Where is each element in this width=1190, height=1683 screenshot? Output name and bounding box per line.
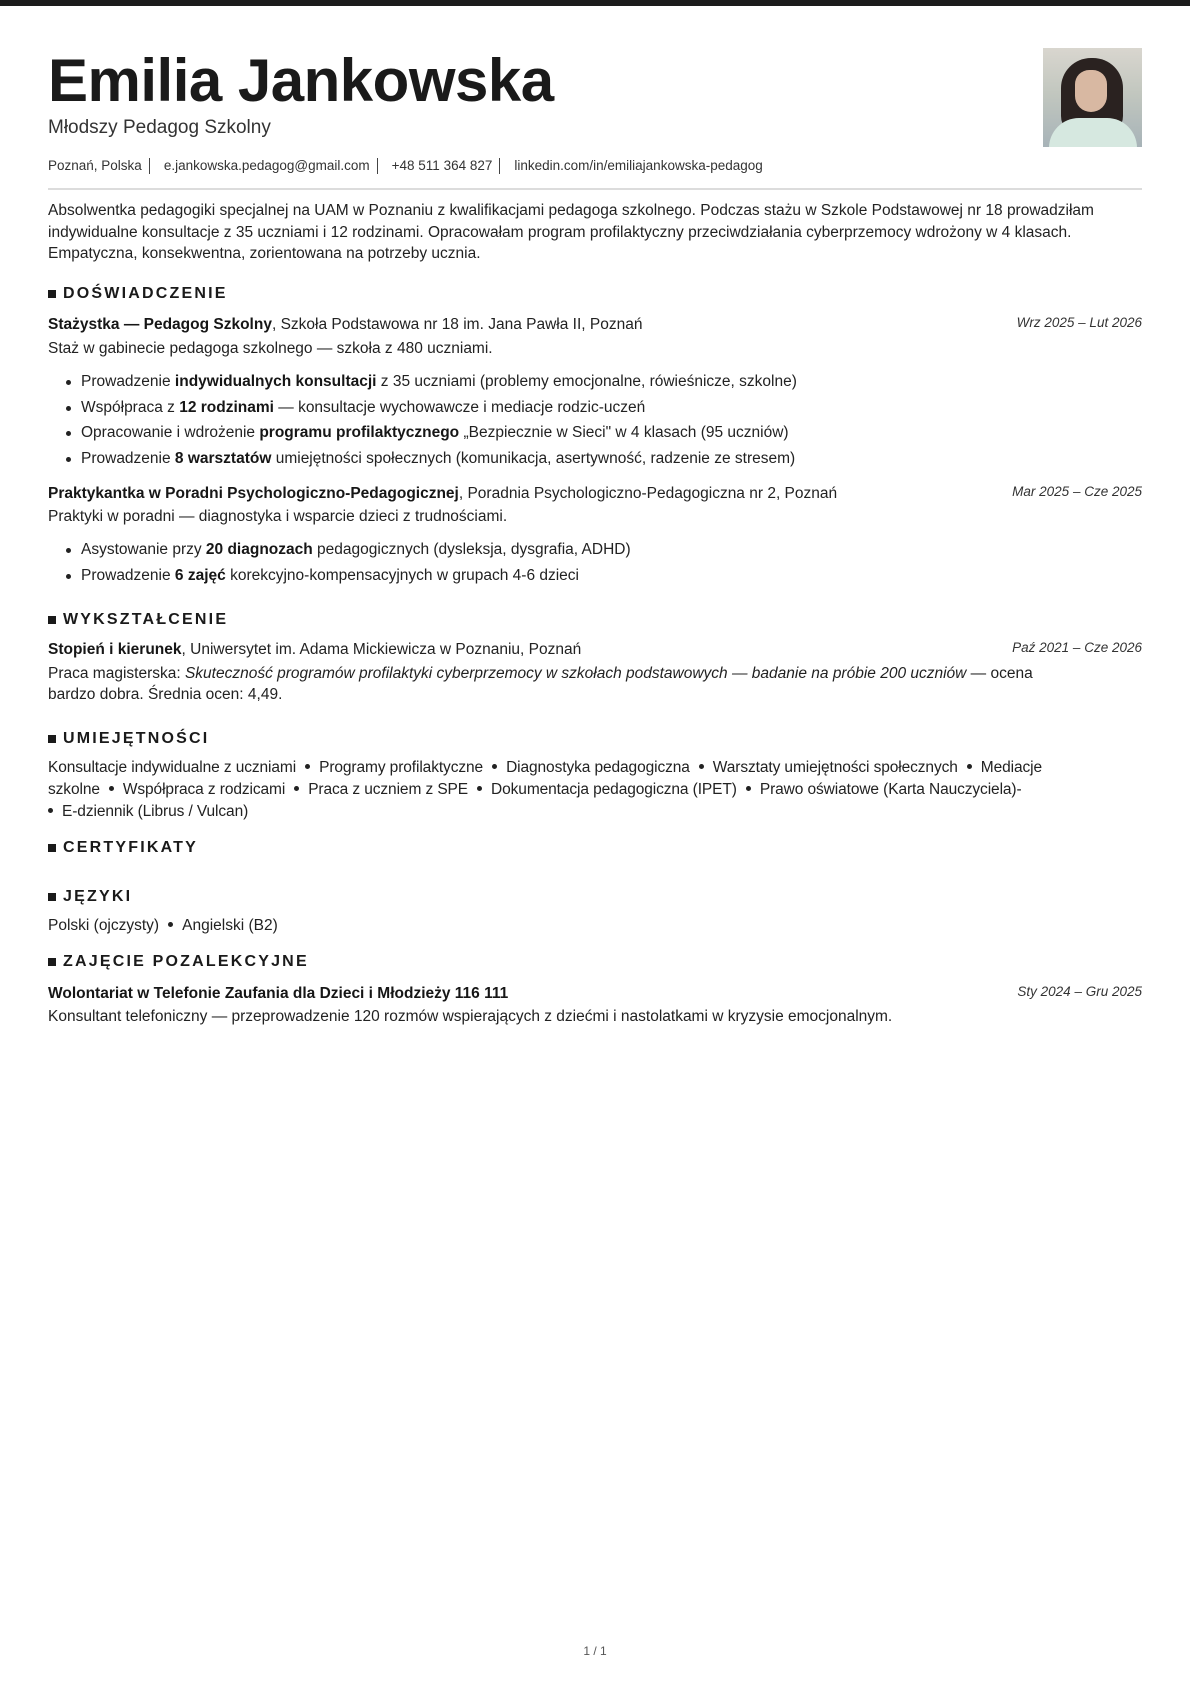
languages-list	[48, 915, 1142, 936]
experience-bullets	[81, 537, 1141, 588]
square-bullet-icon	[48, 616, 56, 624]
skills-line: E-dziennik (Librus / Vulcan)	[48, 801, 1142, 823]
section-title-experience: DOŚWIADCZENIE	[48, 284, 228, 304]
education-heading	[48, 639, 1142, 660]
section-title-certificates: CERTYFIKATY	[48, 838, 198, 858]
list-item: Prowadzenie 8 warsztatów umiejętności społecznych (komunikacja, asertywność, radzenie ze stresem)	[81, 446, 1141, 472]
list-item: Prowadzenie 6 zajęć korekcyjno-kompensacyjnych w grupach 4-6 dzieci	[81, 563, 1141, 589]
language-item: Angielski (B2)	[182, 917, 278, 934]
experience-bullets	[81, 369, 1141, 472]
experience-description: Staż w gabinecie pedagoga szkolnego — szkoła z 480 uczniami.	[48, 340, 493, 357]
candidate-name: Emilia Jankowska	[48, 47, 554, 114]
section-title-languages: JĘZYKI	[48, 887, 132, 907]
extracurricular-description: Konsultant telefoniczny — przeprowadzenie 120 rozmów wspierających z dziećmi i nastolatkami w kryzysie emocjonalnym.	[48, 1008, 893, 1025]
contact-separator	[499, 158, 500, 174]
extracurricular-title: Wolontariat w Telefonie Zaufania dla Dzieci i Młodzieży 116 111	[48, 985, 509, 1002]
skills-line: Konsultacje indywidualne z uczniami Programy profilaktyczne Diagnostyka pedagogiczna Warsztaty umiejętności społecznych Mediacje	[48, 759, 1043, 776]
experience-org: , Poradnia Psychologiczno-Pedagogiczna nr 2, Poznań	[458, 485, 838, 502]
skills-line: szkolne Współpraca z rodzicami Praca z uczniem z SPE Dokumentacja pedagogiczna (IPET) Prawo oświatowe (Karta Nauczyciela)-	[48, 781, 1022, 798]
education-school: , Uniwersytet im. Adama Mickiewicza w Poznaniu, Poznań	[181, 641, 582, 658]
candidate-title: Młodszy Pedagog Szkolny	[48, 117, 271, 138]
experience-dates: Wrz 2025 – Lut 2026	[1016, 315, 1142, 330]
contact-separator	[377, 158, 378, 174]
square-bullet-icon	[48, 893, 56, 901]
contact-line	[48, 157, 763, 175]
square-bullet-icon	[48, 290, 56, 298]
profile-photo	[1043, 48, 1142, 147]
contact-phone[interactable]: +48 511 364 827	[391, 158, 493, 173]
square-bullet-icon	[48, 735, 56, 743]
list-item: Współpraca z 12 rodzinami — konsultacje wychowawcze i mediacje rodzic-uczeń	[81, 395, 1141, 421]
education-thesis: Praca magisterska: Skuteczność programów profilaktyki cyberprzemocy w szkołach podstawowych — badanie na próbie 200 uczniów — ocena bardzo dobra. Średnia ocen: 4,49.	[48, 665, 1033, 703]
contact-location: Poznań, Polska	[48, 158, 142, 173]
summary-paragraph: Absolwentka pedagogiki specjalnej na UAM w Poznaniu z kwalifikacjami pedagoga szkolnego. Podczas stażu w Szkole Podstawowej nr 18 prowadziłam indywidualne konsultacje z 35 uczniami i 12 rodzinami. Opracowałam program profilaktyczny przeciwdziałania cyberprzemocy wdrożony w 4 klasach. Empatyczna, konsekwentna, zorientowana na potrzeby ucznia.	[48, 202, 1094, 262]
experience-entry-2-heading	[48, 483, 1142, 504]
experience-dates: Mar 2025 – Cze 2025	[1012, 484, 1142, 499]
extracurricular-heading	[48, 983, 1142, 1004]
section-title-education: WYKSZTAŁCENIE	[48, 610, 228, 630]
extracurricular-dates: Sty 2024 – Gru 2025	[1017, 984, 1142, 999]
contact-separator	[149, 158, 150, 174]
language-item: Polski (ojczysty)	[48, 917, 160, 934]
experience-role: Praktykantka w Poradni Psychologiczno-Pedagogicznej	[48, 485, 459, 502]
experience-role: Stażystka — Pedagog Szkolny	[48, 316, 272, 333]
thesis-title: Skuteczność programów profilaktyki cyberprzemocy w szkołach podstawowych — badanie na próbie 200 uczniów	[184, 665, 967, 682]
header-divider	[48, 188, 1142, 190]
list-item: Prowadzenie indywidualnych konsultacji z 35 uczniami (problemy emocjonalne, rówieśnicze, szkolne)	[81, 369, 1141, 395]
section-title-extracurricular: ZAJĘCIE POZALEKCYJNE	[48, 952, 309, 972]
contact-email[interactable]: e.jankowska.pedagog@gmail.com	[163, 158, 370, 173]
experience-entry-1-heading	[48, 314, 1142, 335]
education-degree: Stopień i kierunek	[48, 641, 182, 658]
list-item: Asystowanie przy 20 diagnozach pedagogicznych (dysleksja, dysgrafia, ADHD)	[81, 537, 1141, 563]
square-bullet-icon	[48, 844, 56, 852]
resume-page	[48, 0, 1142, 1025]
resume-header	[48, 0, 1142, 190]
list-item: Opracowanie i wdrożenie programu profilaktycznego „Bezpiecznie w Sieci" w 4 klasach (95 uczniów)	[81, 420, 1141, 446]
contact-linkedin[interactable]: linkedin.com/in/emiliajankowska-pedagog	[514, 158, 763, 173]
square-bullet-icon	[48, 958, 56, 966]
page-number: 1 / 1	[583, 1644, 607, 1658]
experience-description: Praktyki w poradni — diagnostyka i wsparcie dzieci z trudnościami.	[48, 508, 508, 525]
section-title-skills: UMIEJĘTNOŚCI	[48, 729, 209, 749]
experience-org: , Szkoła Podstawowa nr 18 im. Jana Pawła II, Poznań	[271, 316, 643, 333]
education-dates: Paź 2021 – Cze 2026	[1012, 640, 1142, 655]
skills-list	[48, 757, 1142, 823]
